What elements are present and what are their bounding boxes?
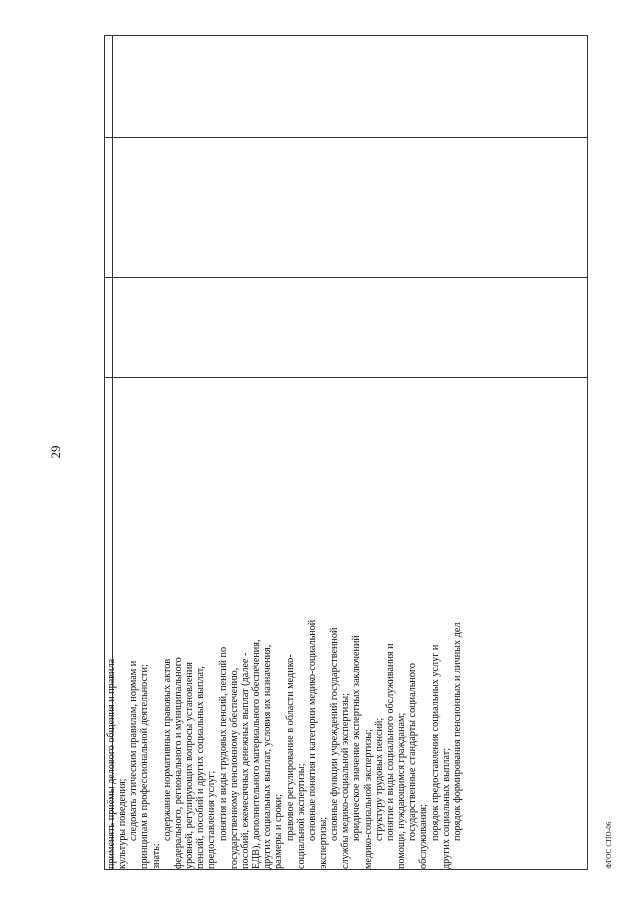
text-line: основные понятия и категории медико-социальной [306,619,318,841]
text-line: размеры и сроки; [273,794,285,869]
text-line: уровней, регулирующих вопросы установления [184,662,196,869]
text-line: порядок предоставления социальных услуг и [429,644,441,841]
text-line: государственные стандарты социального [407,663,419,841]
text-line: экспертизы; [317,816,329,869]
text-line: основные функции учреждений государственной [329,627,341,841]
text-line: знать: [150,843,162,869]
competency-text-block [106,38,463,869]
text-line: порядок формирования пенсионных и личных дел [451,622,463,841]
text-line: правовое регулирование в области медико- [284,654,296,841]
text-line: культуры поведения; [117,778,129,869]
text-line: следовать этическим правилам, нормам и [128,660,140,841]
table-border-bottom [104,869,588,870]
text-line: содержание нормативных правовых актов [161,658,173,841]
text-line: ЕДВ), дополнительного материального обеспечения, [251,639,263,869]
text-line: предоставления услуг; [206,770,218,869]
text-line: социальной экспертизы; [295,763,307,869]
text-line: пособий, ежемесячных денежных выплат (далее - [239,652,251,869]
text-line: понятие и виды социального обслуживания и [384,643,396,841]
text-line: государственному пенсионному обеспечению, [228,667,240,869]
text-line: обслуживания; [418,804,430,869]
text-line: федерального, регионального и муниципального [172,657,184,869]
text-line: понятия и виды трудовых пенсий, пенсий по [217,646,229,841]
text-line: службы медико-социальной экспертизы; [340,693,352,869]
footer-code: ФГОС СПО-06 [605,821,613,869]
table-border-top [104,35,588,36]
table-border-left [104,35,105,870]
text-line: других социальных выплат, условия их назначения, [262,644,274,869]
page-number: 29 [48,445,63,459]
text-line: помощи, нуждающимся гражданам; [396,712,408,869]
text-line: медико-социальной экспертизы; [362,729,374,869]
text-line: структуру трудовых пенсий; [373,717,385,841]
table-border-right [587,35,588,870]
text-line: других социальных выплат; [440,747,452,869]
text-line: пенсий, пособий и других социальных выплат, [195,666,207,869]
text-line: принципам в профессиональной деятельности; [139,664,151,869]
text-line: применять приёмы делового общения и правила [106,658,117,869]
text-line: юридическое значение экспертных заключений [351,635,363,841]
